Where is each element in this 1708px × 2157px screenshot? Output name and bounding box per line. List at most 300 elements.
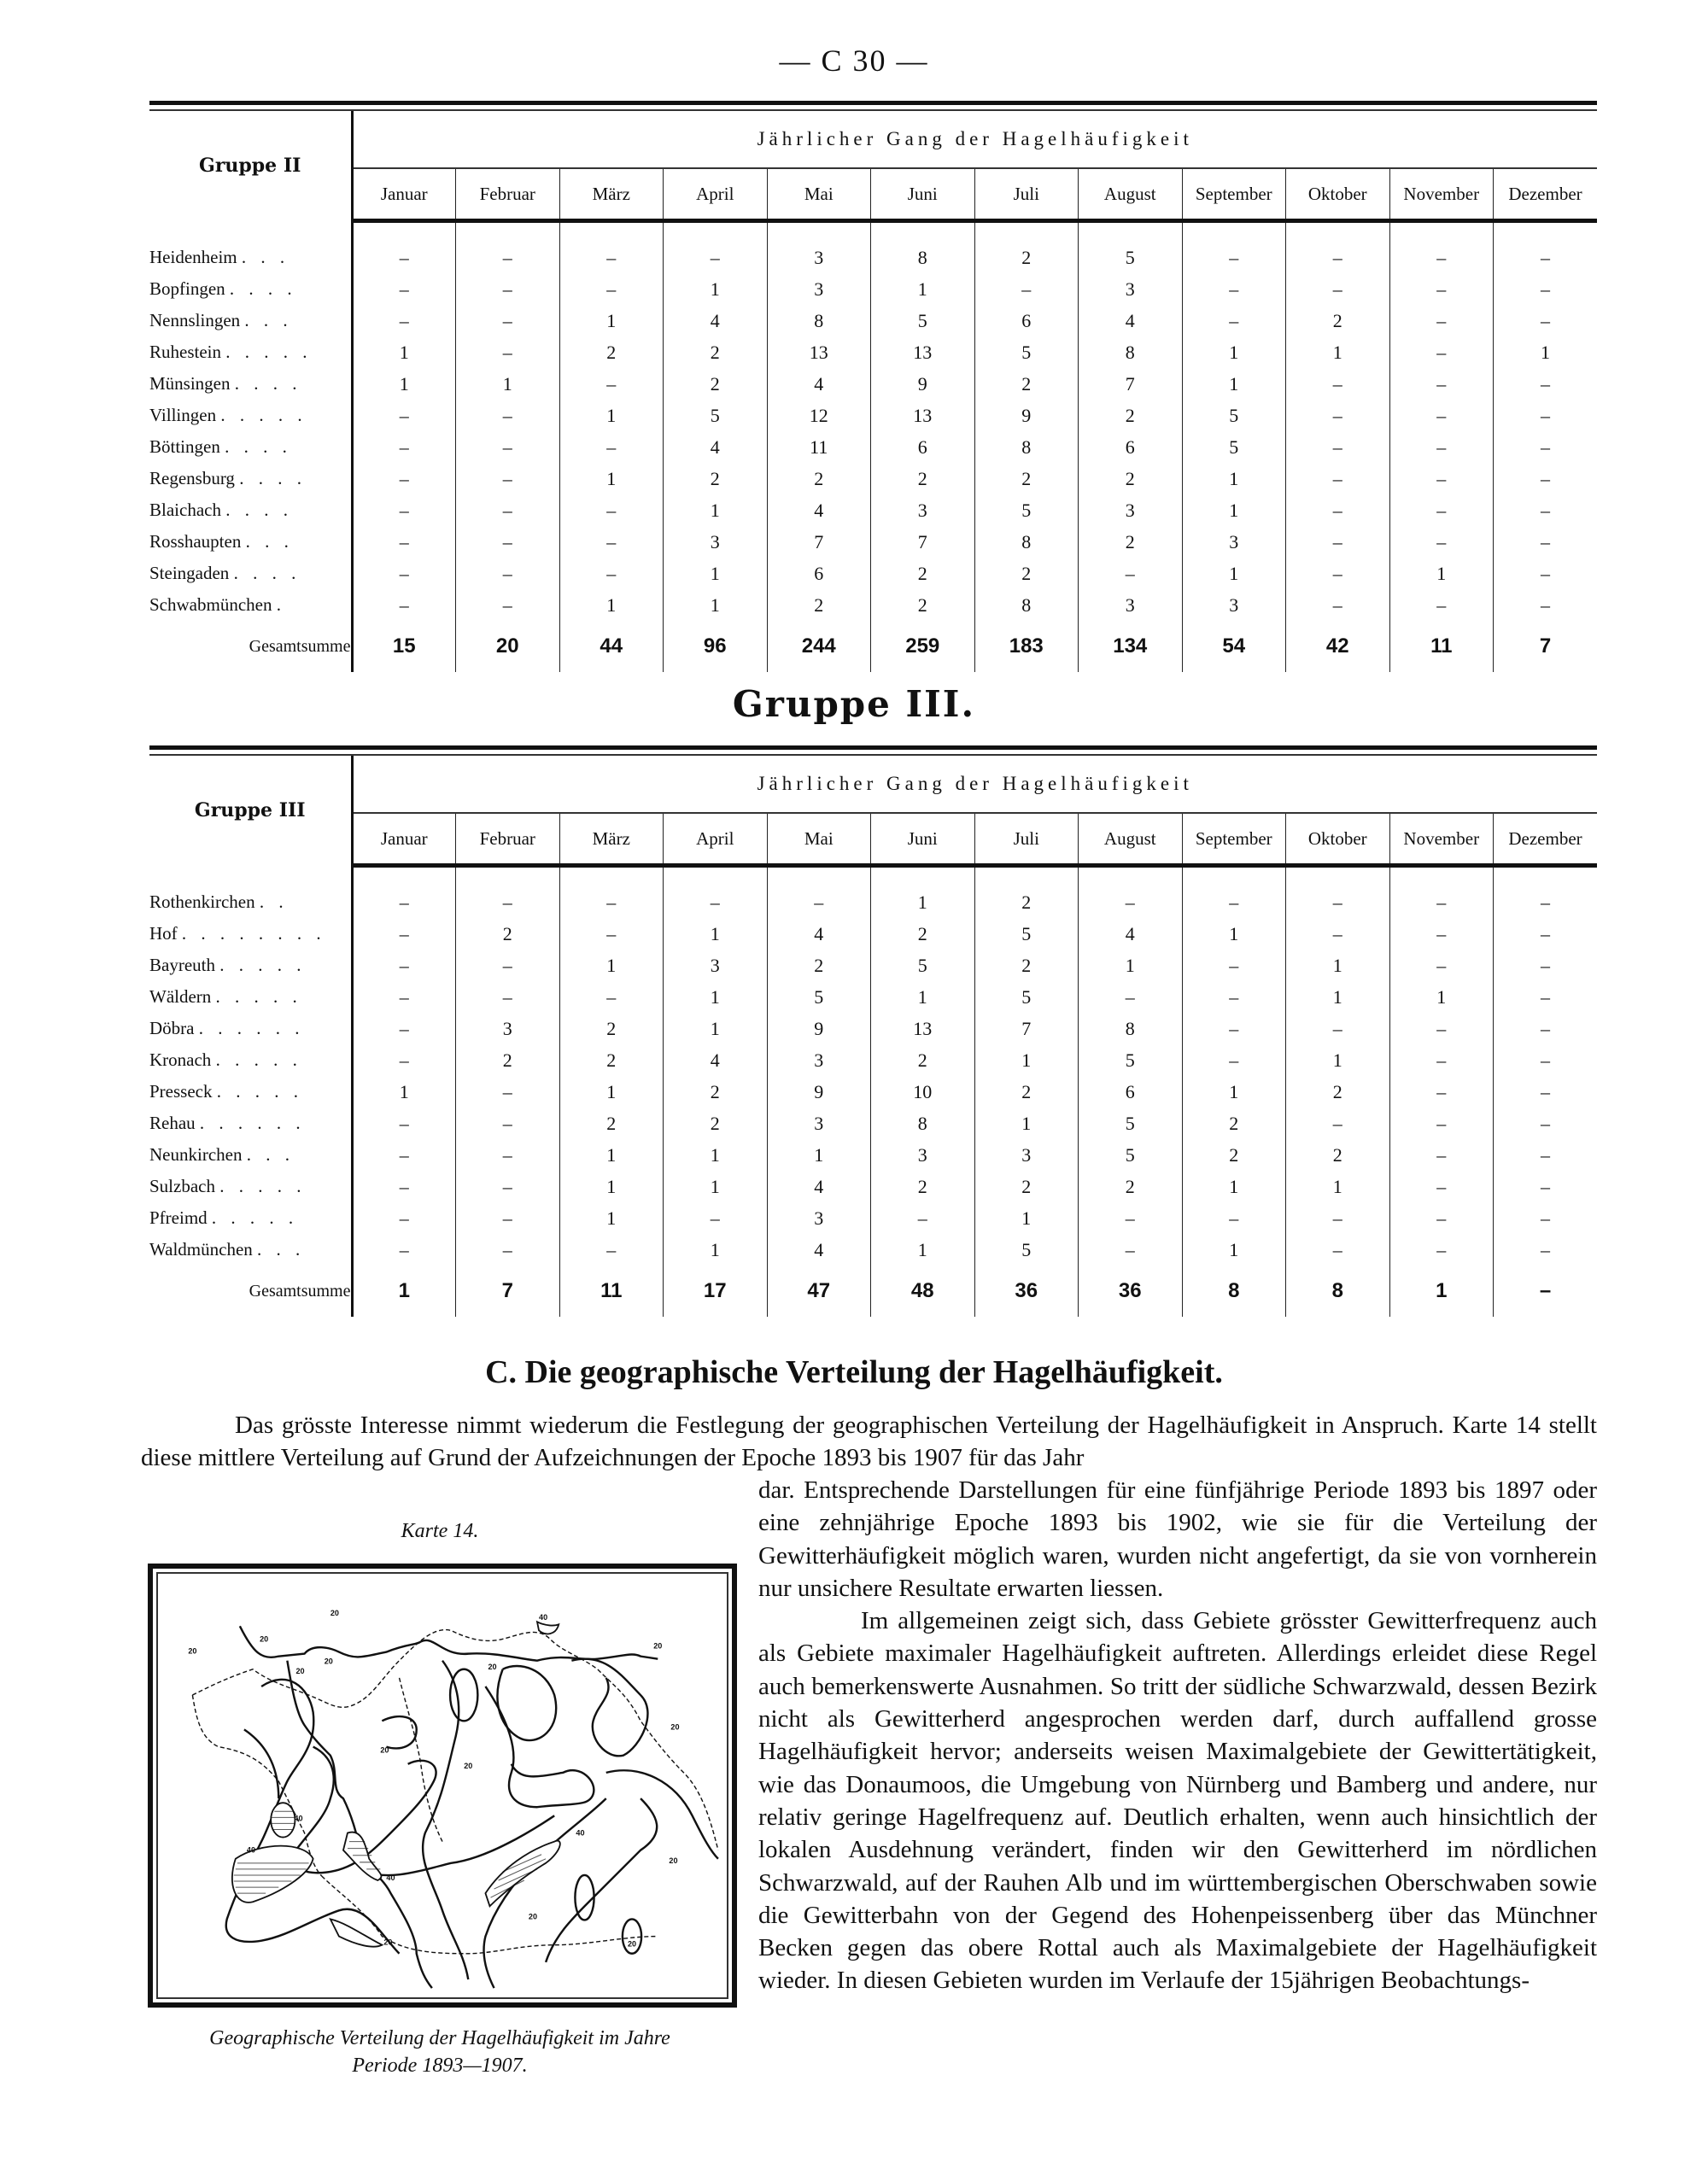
- station-name-text: Regensburg: [149, 468, 235, 488]
- cell-value: 2: [1286, 1139, 1390, 1171]
- station-name: [149, 1171, 352, 1202]
- cell-value: –: [456, 558, 560, 589]
- cell-value: –: [1182, 305, 1286, 336]
- cell-value: –: [352, 1139, 456, 1171]
- cell-value: 3: [1182, 526, 1286, 558]
- cell-value: 1: [1079, 950, 1183, 981]
- cell-value: 5: [974, 981, 1079, 1013]
- total-value: 47: [767, 1266, 871, 1317]
- cell-value: –: [1389, 494, 1494, 526]
- total-value: 8: [1182, 1266, 1286, 1317]
- cell-value: –: [1286, 558, 1390, 589]
- cell-value: –: [456, 981, 560, 1013]
- cell-value: –: [1182, 1044, 1286, 1076]
- super-header: Jährlicher Gang der Hagelhäufigkeit: [352, 756, 1597, 813]
- cell-value: –: [974, 273, 1079, 305]
- station-name: [149, 400, 352, 431]
- cell-value: 10: [871, 1076, 975, 1108]
- cell-value: –: [1286, 918, 1390, 950]
- map-area: [156, 1572, 728, 1999]
- table-row: [149, 1234, 1597, 1266]
- spacer-row: [149, 866, 1597, 887]
- month-header: März: [559, 168, 664, 221]
- cell-value: –: [664, 886, 768, 918]
- table-row: [149, 336, 1597, 368]
- cell-value: 2: [559, 1013, 664, 1044]
- isoline-label: 20: [295, 1666, 305, 1675]
- cell-value: –: [559, 981, 664, 1013]
- table-row: [149, 558, 1597, 589]
- isoline-20: [226, 1680, 400, 1954]
- cell-value: 5: [1079, 1139, 1183, 1171]
- cell-value: –: [1182, 242, 1286, 273]
- cell-value: 9: [871, 368, 975, 400]
- cell-value: –: [352, 305, 456, 336]
- cell-value: 3: [767, 1202, 871, 1234]
- cell-value: 2: [767, 589, 871, 621]
- isoline-label: 20: [653, 1641, 663, 1651]
- station-name: [149, 1234, 352, 1266]
- cell-value: 13: [871, 400, 975, 431]
- cell-value: –: [559, 886, 664, 918]
- cell-value: –: [1182, 981, 1286, 1013]
- station-name-text: Böttingen: [149, 436, 220, 457]
- cell-value: 3: [974, 1139, 1079, 1171]
- station-name: [149, 494, 352, 526]
- table-gruppe-3: [149, 745, 1597, 1317]
- cell-value: –: [1286, 526, 1390, 558]
- cell-value: –: [456, 494, 560, 526]
- cell-value: 8: [1079, 1013, 1183, 1044]
- cell-value: 1: [559, 463, 664, 494]
- cell-value: 2: [664, 1076, 768, 1108]
- figure-caption-line-1: Geographische Verteilung der Hagelhäufigkeit im Jahre: [209, 2027, 670, 2049]
- cell-value: 5: [1079, 1108, 1183, 1139]
- cell-value: –: [1286, 494, 1390, 526]
- total-label: Gesamtsumme: [149, 621, 352, 672]
- cell-value: –: [1079, 1234, 1183, 1266]
- station-name: [149, 1013, 352, 1044]
- cell-value: –: [1389, 273, 1494, 305]
- station-name: [149, 1076, 352, 1108]
- cell-value: –: [352, 463, 456, 494]
- cell-value: –: [352, 431, 456, 463]
- isoline-20: [485, 1686, 594, 1807]
- cell-value: –: [559, 494, 664, 526]
- continuation-paragraph: dar. Entsprechende Darstellungen für eine fünfjährige Periode 1893 bis 1897 oder eine zehnjährige Epoche 1893 bis 1902, wie sie für die Verteilung der Gewitterhäufigkeit möglich waren, wurden nicht angefertigt, da sie von vornherein nur unsichere Resultate erwarten liessen.: [758, 1476, 1597, 1602]
- month-header: August: [1079, 813, 1183, 866]
- figure-caption: [141, 2025, 739, 2079]
- leader-dots: . . . . .: [215, 986, 302, 1007]
- station-name-text: Hof: [149, 923, 178, 944]
- cell-value: 1: [1389, 558, 1494, 589]
- cell-value: 1: [1286, 1044, 1390, 1076]
- leader-dots: . . . . .: [220, 405, 307, 425]
- cell-value: –: [1389, 1044, 1494, 1076]
- cell-value: –: [664, 242, 768, 273]
- month-header: Februar: [456, 813, 560, 866]
- table-gruppe-2: [149, 101, 1597, 672]
- cell-value: 2: [974, 368, 1079, 400]
- station-name-text: Waldmünchen: [149, 1239, 253, 1260]
- cell-value: 1: [1182, 558, 1286, 589]
- station-name-text: Villingen: [149, 405, 217, 425]
- cell-value: 1: [1182, 336, 1286, 368]
- total-value: 36: [1079, 1266, 1183, 1317]
- isoline-label: 40: [576, 1828, 585, 1838]
- cell-value: 1: [1182, 1076, 1286, 1108]
- cell-value: 2: [974, 463, 1079, 494]
- cell-value: –: [559, 558, 664, 589]
- figure-label: Karte 14.: [401, 1520, 479, 1542]
- table-row: [149, 305, 1597, 336]
- cell-value: 5: [1079, 242, 1183, 273]
- cell-value: 3: [871, 1139, 975, 1171]
- cell-value: 2: [871, 589, 975, 621]
- cell-value: –: [1079, 558, 1183, 589]
- cell-value: –: [1182, 950, 1286, 981]
- spacer-row: [149, 221, 1597, 243]
- cell-value: 1: [1182, 368, 1286, 400]
- cell-value: 2: [1079, 1171, 1183, 1202]
- cell-value: –: [352, 1171, 456, 1202]
- intro-paragraph-text: Das grösste Interesse nimmt wiederum die Festlegung der geographischen Verteilung der Hagelhäufigkeit in Anspruch. Karte 14 stellt diese mittlere Verteilung auf Grund der Aufzeichnungen der Epoche 1893 bis 1907 für das Jahr: [141, 1412, 1597, 1471]
- page-number: — C 30 —: [779, 44, 929, 78]
- cell-value: –: [352, 526, 456, 558]
- cell-value: –: [1389, 1139, 1494, 1171]
- table-row: [149, 981, 1597, 1013]
- leader-dots: . . . .: [225, 500, 293, 520]
- total-label: Gesamtsumme: [149, 1266, 352, 1317]
- hail-table-gruppe-2: [149, 111, 1597, 672]
- cell-value: –: [1389, 918, 1494, 950]
- total-value: 8: [1286, 1266, 1390, 1317]
- isoline-20: [606, 1770, 718, 1858]
- cell-value: –: [352, 886, 456, 918]
- cell-value: 5: [871, 305, 975, 336]
- table-row: [149, 950, 1597, 981]
- cell-value: –: [1541, 1017, 1550, 1039]
- cell-value: 2: [871, 558, 975, 589]
- table-row: [149, 1044, 1597, 1076]
- cell-value: –: [1286, 273, 1390, 305]
- isoline-20: [546, 1798, 657, 1962]
- cell-value: –: [559, 526, 664, 558]
- cell-value: 6: [871, 431, 975, 463]
- month-header: Februar: [456, 168, 560, 221]
- hatched-area-40: [485, 1841, 559, 1907]
- cell-value: 9: [974, 400, 1079, 431]
- cell-value: –: [456, 305, 560, 336]
- month-header: Januar: [352, 813, 456, 866]
- cell-value: 2: [871, 463, 975, 494]
- cell-value: 1: [664, 918, 768, 950]
- isoline-label: 20: [464, 1761, 473, 1770]
- cell-value: 8: [1079, 336, 1183, 368]
- cell-value: 1: [664, 558, 768, 589]
- cell-value: 13: [871, 336, 975, 368]
- cell-value: 3: [871, 494, 975, 526]
- cell-value: –: [1541, 309, 1550, 331]
- total-value: 20: [456, 621, 560, 672]
- cell-value: –: [1541, 1112, 1550, 1134]
- cell-value: 4: [664, 1044, 768, 1076]
- cell-value: 4: [767, 494, 871, 526]
- total-value: 42: [1286, 621, 1390, 672]
- cell-value: –: [1389, 368, 1494, 400]
- cell-value: 5: [1182, 431, 1286, 463]
- total-value: 7: [456, 1266, 560, 1317]
- station-name-text: Heidenheim: [149, 247, 237, 267]
- cell-value: –: [1541, 530, 1550, 552]
- cell-value: 1: [456, 368, 560, 400]
- total-value: 183: [974, 621, 1079, 672]
- cell-value: –: [456, 400, 560, 431]
- cell-value: 13: [767, 336, 871, 368]
- cell-value: 1: [664, 981, 768, 1013]
- station-name: [149, 918, 352, 950]
- station-name: [149, 886, 352, 918]
- cell-value: –: [1286, 1013, 1390, 1044]
- table-row: [149, 886, 1597, 918]
- cell-value: –: [1389, 526, 1494, 558]
- cell-value: –: [1389, 1076, 1494, 1108]
- cell-value: 2: [974, 886, 1079, 918]
- leader-dots: . . . . .: [225, 342, 313, 362]
- cell-value: 2: [871, 1171, 975, 1202]
- table-row: [149, 400, 1597, 431]
- isoline-label: 20: [383, 1938, 393, 1947]
- cell-value: –: [456, 463, 560, 494]
- cell-value: 11: [767, 431, 871, 463]
- total-value: 96: [664, 621, 768, 672]
- month-header: Oktober: [1286, 813, 1390, 866]
- cell-value: –: [1541, 562, 1550, 584]
- table-row: [149, 273, 1597, 305]
- cell-value: –: [1541, 278, 1550, 300]
- cell-value: –: [456, 1171, 560, 1202]
- cell-value: –: [352, 494, 456, 526]
- cell-value: 4: [767, 1171, 871, 1202]
- table-row: [149, 918, 1597, 950]
- isoline-label: 20: [188, 1646, 197, 1656]
- cell-value: –: [1389, 1013, 1494, 1044]
- station-name-text: Sulzbach: [149, 1176, 215, 1196]
- cell-value: –: [1541, 1143, 1550, 1166]
- cell-value: –: [1541, 435, 1550, 458]
- cell-value: –: [1286, 1108, 1390, 1139]
- cell-value: –: [1389, 1202, 1494, 1234]
- cell-value: 4: [664, 305, 768, 336]
- hail-frequency-map: [158, 1574, 727, 1997]
- cell-value: 1: [664, 1234, 768, 1266]
- cell-value: –: [1079, 886, 1183, 918]
- isoline-20: [423, 1661, 468, 1979]
- total-value: 36: [974, 1266, 1079, 1317]
- map-frame: [148, 1564, 737, 2008]
- month-header: April: [664, 168, 768, 221]
- cell-value: 4: [767, 368, 871, 400]
- cell-value: 1: [352, 336, 456, 368]
- station-name: [149, 368, 352, 400]
- leader-dots: . . . . .: [211, 1207, 299, 1228]
- total-value: –: [1539, 1279, 1552, 1302]
- cell-value: 1: [559, 1171, 664, 1202]
- total-value: 11: [1389, 621, 1494, 672]
- total-value: 1: [352, 1266, 456, 1317]
- station-name-text: Schwabmünchen: [149, 594, 272, 615]
- table-row: [149, 431, 1597, 463]
- station-name-text: Rosshaupten: [149, 531, 242, 552]
- cell-value: 13: [871, 1013, 975, 1044]
- cell-value: –: [1541, 891, 1550, 913]
- cell-value: 2: [974, 950, 1079, 981]
- cell-value: 1: [1286, 981, 1390, 1013]
- cell-value: 2: [767, 950, 871, 981]
- isoline-label: 20: [260, 1634, 269, 1644]
- month-header: November: [1389, 168, 1494, 221]
- cell-value: –: [456, 1139, 560, 1171]
- cell-value: 2: [664, 336, 768, 368]
- leader-dots: . . . . . . . .: [181, 923, 326, 944]
- total-value: 7: [1539, 634, 1552, 658]
- isoline-label: 20: [330, 1609, 339, 1618]
- cell-value: 5: [974, 1234, 1079, 1266]
- month-header: Juli: [974, 168, 1079, 221]
- leader-dots: . . . . .: [215, 1049, 302, 1070]
- isoline-label: 20: [627, 1939, 637, 1949]
- station-name: [149, 1202, 352, 1234]
- cell-value: –: [559, 431, 664, 463]
- cell-value: –: [1182, 1202, 1286, 1234]
- cell-value: –: [1389, 400, 1494, 431]
- cell-value: 9: [767, 1013, 871, 1044]
- cell-value: 1: [974, 1108, 1079, 1139]
- total-row: [149, 621, 1597, 672]
- cell-value: –: [1079, 1202, 1183, 1234]
- cell-value: –: [1286, 1202, 1390, 1234]
- cell-value: 1: [559, 400, 664, 431]
- cell-value: 7: [767, 526, 871, 558]
- station-name-text: Blaichach: [149, 500, 221, 520]
- paragraph-2-text: Im allgemeinen zeigt sich, dass Gebiete grösster Gewitterfrequenz auch als Gebiete maximaler Hagelhäufigkeit auftreten. Allerdings erleidet diese Regel auch bemerkenswerte Ausnahmen. So tritt der südliche Schwarzwald, dessen Bezirk nicht als Gewitterherd angesprochen werden darf, durch auffallend grosse Hagelhäufigkeit hervor; anderseits weisen Maximalgebiete der Gewittertätigkeit, wie das Donaumoos, die Umgebung von Nürnberg und Bamberg und andere, nur relativ geringe Hagelfrequenz auf. Deutlich erhalten, wenn auch hinsichtlich der lokalen Ausdehnung verändert, finden wir den Gewitterherd im nördlichen Schwarzwald, auf der Rauhen Alb und im württembergischen Oberschwaben sowie die Gewitterbahn von der Gegend des Hohenpeissenberg über das Münchner Becken gegen das obere Rottal auch als Maximalgebiete der Hagelhäufigkeit wieder. In diesen Gebieten wurden im Verlaufe der 15jährigen Beobachtungs-: [758, 1607, 1597, 1995]
- cell-value: –: [1541, 372, 1550, 395]
- cell-value: –: [352, 918, 456, 950]
- super-header: Jährlicher Gang der Hagelhäufigkeit: [352, 111, 1597, 168]
- hatched-area-40: [537, 1622, 559, 1634]
- cell-value: 2: [1079, 400, 1183, 431]
- cell-value: –: [1541, 1207, 1550, 1229]
- station-name-text: Nennslingen: [149, 310, 241, 330]
- cell-value: –: [1389, 336, 1494, 368]
- cell-value: 7: [871, 526, 975, 558]
- cell-value: –: [664, 1202, 768, 1234]
- station-name: [149, 463, 352, 494]
- cell-value: 1: [1389, 981, 1494, 1013]
- isoline-label: 20: [324, 1657, 333, 1666]
- map-figure: [141, 1520, 739, 2079]
- cell-value: –: [559, 918, 664, 950]
- cell-value: –: [1389, 305, 1494, 336]
- isoline-20-closed: [575, 1875, 594, 1920]
- cell-value: –: [1541, 985, 1550, 1008]
- table-row: [149, 463, 1597, 494]
- isoline-label: 20: [528, 1912, 538, 1921]
- table-row: [149, 494, 1597, 526]
- cell-value: –: [1541, 246, 1550, 268]
- cell-value: –: [767, 886, 871, 918]
- cell-value: –: [456, 886, 560, 918]
- cell-value: –: [352, 273, 456, 305]
- cell-value: 1: [1182, 918, 1286, 950]
- table-row: [149, 1171, 1597, 1202]
- cell-value: 3: [1182, 589, 1286, 621]
- station-name-text: Bayreuth: [149, 955, 215, 975]
- month-header: Januar: [352, 168, 456, 221]
- cell-value: –: [456, 526, 560, 558]
- station-name: [149, 589, 352, 621]
- station-name: [149, 273, 352, 305]
- cell-value: –: [352, 400, 456, 431]
- month-header: Dezember: [1494, 813, 1598, 866]
- cell-value: 9: [767, 1076, 871, 1108]
- cell-value: 8: [974, 589, 1079, 621]
- table-top-rule: [149, 745, 1597, 750]
- cell-value: –: [1286, 400, 1390, 431]
- cell-value: 1: [1286, 1171, 1390, 1202]
- cell-value: –: [456, 1076, 560, 1108]
- total-value: 1: [1389, 1266, 1494, 1317]
- month-header: Dezember: [1494, 168, 1598, 221]
- total-value: 17: [664, 1266, 768, 1317]
- cell-value: 4: [767, 1234, 871, 1266]
- cell-value: 1: [664, 494, 768, 526]
- cell-value: 8: [974, 526, 1079, 558]
- cell-value: 7: [1079, 368, 1183, 400]
- month-header: September: [1182, 168, 1286, 221]
- station-name: [149, 1139, 352, 1171]
- paragraph-2: [758, 1605, 1597, 1997]
- cell-value: –: [559, 368, 664, 400]
- total-value: 54: [1182, 621, 1286, 672]
- station-name-text: Steingaden: [149, 563, 230, 583]
- cell-value: –: [559, 242, 664, 273]
- cell-value: 6: [974, 305, 1079, 336]
- cell-value: 1: [559, 1139, 664, 1171]
- cell-value: 4: [767, 918, 871, 950]
- leader-dots: . .: [259, 891, 289, 912]
- group-3-title: Gruppe III.: [732, 683, 976, 725]
- cell-value: –: [456, 1234, 560, 1266]
- leader-dots: . . .: [241, 247, 290, 267]
- cell-value: –: [352, 1202, 456, 1234]
- cell-value: –: [1286, 431, 1390, 463]
- cell-value: 1: [767, 1139, 871, 1171]
- cell-value: 3: [767, 1044, 871, 1076]
- station-name: [149, 526, 352, 558]
- cell-value: 2: [1286, 1076, 1390, 1108]
- cell-value: 1: [1182, 494, 1286, 526]
- cell-value: 12: [767, 400, 871, 431]
- month-header: Juli: [974, 813, 1079, 866]
- cell-value: –: [352, 589, 456, 621]
- cell-value: 2: [974, 558, 1079, 589]
- cell-value: 1: [559, 589, 664, 621]
- hail-table-gruppe-3: [149, 756, 1597, 1317]
- cell-value: 3: [767, 1108, 871, 1139]
- cell-value: –: [1389, 1234, 1494, 1266]
- table-row: [149, 1076, 1597, 1108]
